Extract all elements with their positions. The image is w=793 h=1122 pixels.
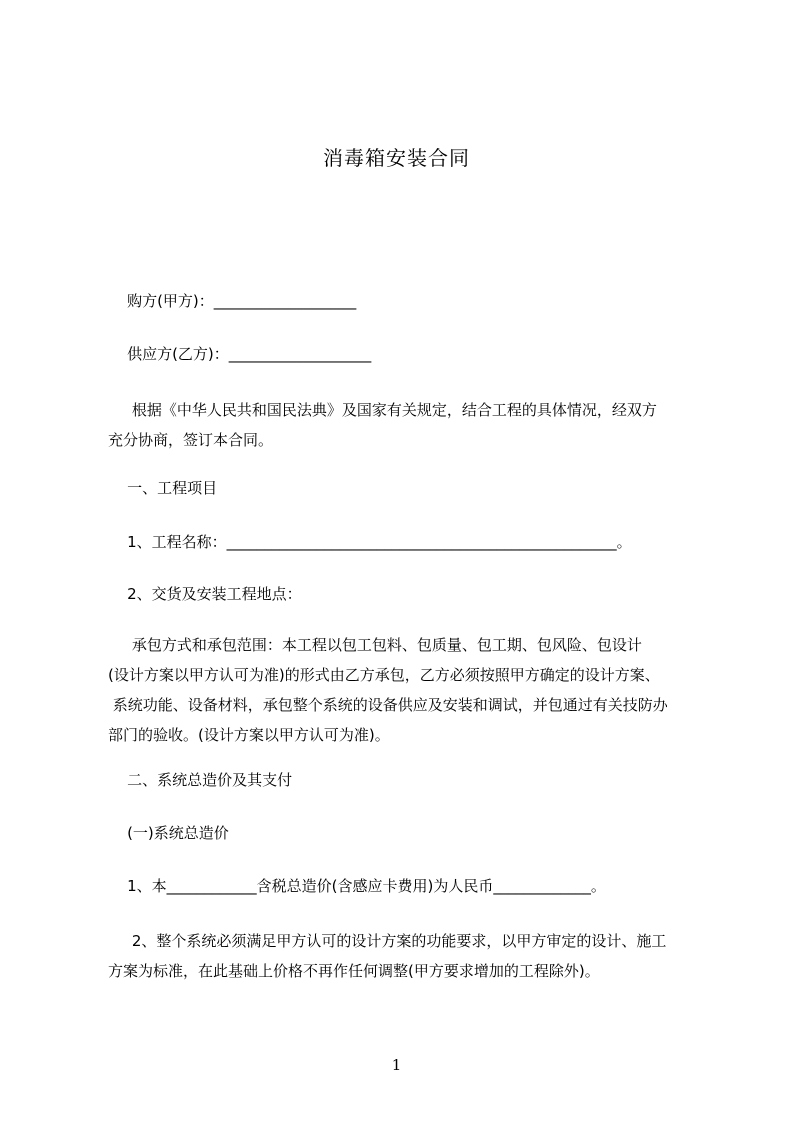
scope-line: (设计方案以甲方认可为准)的形式由乙方承包，乙方必须按照甲方确定的设计方案、 xyxy=(108,666,660,684)
party-a-line: 购方(甲方)：___________________ xyxy=(108,292,357,310)
scope-paragraph xyxy=(108,630,688,750)
intro-line: 充分协商，签订本合同。 xyxy=(108,431,274,449)
price-paragraph-line: 2、整个系统必须满足甲方认可的设计方案的功能要求，以甲方审定的设计、施工 xyxy=(108,932,667,950)
document-title: 消毒箱安装合同 xyxy=(323,146,470,170)
subsection-heading: (一)系统总造价 xyxy=(108,824,229,842)
price-paragraph xyxy=(108,926,688,986)
project-location-line: 2、交货及安装工程地点： xyxy=(108,585,302,603)
intro-paragraph xyxy=(108,395,688,455)
party-b-line: 供应方(乙方)：___________________ xyxy=(108,345,372,363)
section-heading: 二、系统总造价及其支付 xyxy=(108,771,293,789)
price-line: 1、本____________含税总造价(含感应卡费用)为人民币_____________。 xyxy=(108,877,606,895)
scope-line: 部门的验收。(设计方案以甲方认可为准)。 xyxy=(108,726,390,744)
page-number: 1 xyxy=(391,1056,402,1074)
section-heading: 一、工程项目 xyxy=(108,479,218,497)
scope-line: 承包方式和承包范围：本工程以包工包料、包质量、包工期、包风险、包设计 xyxy=(108,636,642,654)
price-paragraph-line: 方案为标准，在此基础上价格不再作任何调整(甲方要求增加的工程除外)。 xyxy=(108,962,600,980)
project-name-line: 1、工程名称：____________________________________________________。 xyxy=(108,533,632,551)
scope-line: 系统功能、设备材料，承包整个系统的设备供应及安装和调试，并包通过有关技防办 xyxy=(108,696,668,714)
intro-line: 根据《中华人民共和国民法典》及国家有关规定，结合工程的具体情况，经双方 xyxy=(108,401,657,419)
